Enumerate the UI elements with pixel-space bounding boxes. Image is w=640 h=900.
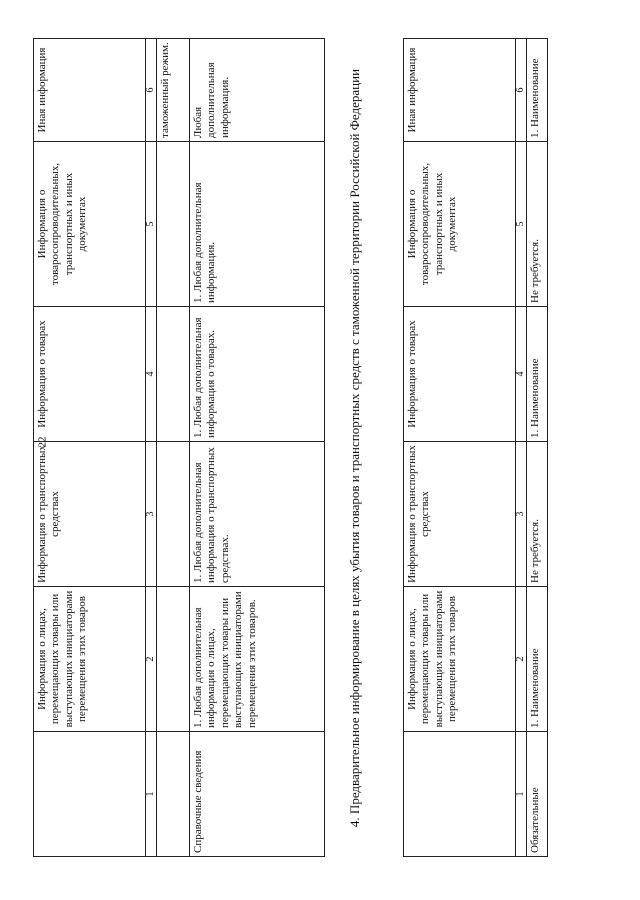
column-number: 1 <box>516 732 527 857</box>
table-cell: таможенный режим. <box>157 39 190 142</box>
table-cell: Любая дополнительная информация. <box>190 39 325 142</box>
table-cell: 1. Наименование <box>527 587 548 732</box>
column-number: 3 <box>516 442 527 587</box>
header-cell <box>34 732 146 857</box>
table-cell: 1. Наименование <box>527 39 548 142</box>
table-cell: 1. Любая дополнительная информация о транспортных средствах. <box>190 442 325 587</box>
table-cell <box>157 442 190 587</box>
info-table-continued <box>33 38 325 857</box>
table-cell: 1. Любая дополнительная информация. <box>190 142 325 307</box>
column-number: 2 <box>146 587 157 732</box>
header-cell: Информация о товарах <box>34 307 146 442</box>
table-row <box>190 39 325 857</box>
table-row <box>527 39 548 857</box>
header-cell: Иная информация <box>34 39 146 142</box>
table-cell: Обязательные <box>527 732 548 857</box>
table-cell <box>157 587 190 732</box>
table-cell: 1. Наименование <box>527 307 548 442</box>
column-number-row <box>146 39 157 857</box>
header-cell: Информация о товаросопроводительных, транспортных и иных документах <box>34 142 146 307</box>
table-cell: Справочные сведения <box>190 732 325 857</box>
column-number: 6 <box>516 39 527 142</box>
table-cell: Не требуется. <box>527 442 548 587</box>
column-number: 4 <box>146 307 157 442</box>
section-title: 4. Предварительное информирование в целях убытия товаров и транспортных средств с таможенной территории Российской Федерации <box>347 68 362 828</box>
rotated-page-content <box>25 42 615 862</box>
column-number: 6 <box>146 39 157 142</box>
column-number-row <box>516 39 527 857</box>
column-number: 3 <box>146 442 157 587</box>
header-cell: Информация о транспортных средствах <box>34 442 146 587</box>
header-cell: Информация о транспортных средствах <box>404 442 516 587</box>
table-cell: 1. Любая дополнительная информация о лицах, перемещающих товары или выступающих инициаторами перемещения этих товаров. <box>190 587 325 732</box>
header-cell: Информация о лицах, перемещающих товары или выступающих инициаторами перемещения этих товаров <box>34 587 146 732</box>
header-cell: Информация о лицах, перемещающих товары или выступающих инициаторами перемещения этих товаров <box>404 587 516 732</box>
info-table-departure <box>403 38 548 857</box>
header-cell <box>404 732 516 857</box>
column-number: 5 <box>146 142 157 307</box>
table-cell: 1. Любая дополнительная информация о товарах. <box>190 307 325 442</box>
column-number: 2 <box>516 587 527 732</box>
header-cell: Информация о товаросопроводительных, транспортных и иных документах <box>404 142 516 307</box>
column-number: 1 <box>146 732 157 857</box>
table-cell <box>157 732 190 857</box>
table-cell <box>157 307 190 442</box>
header-cell: Иная информация <box>404 39 516 142</box>
header-cell: Информация о товарах <box>404 307 516 442</box>
column-number: 5 <box>516 142 527 307</box>
column-number: 4 <box>516 307 527 442</box>
table-header-row <box>404 39 516 857</box>
page-number: 22 <box>36 436 49 448</box>
table-cell: Не требуется. <box>527 142 548 307</box>
table-cell <box>157 142 190 307</box>
table-header-row <box>34 39 146 857</box>
table-row <box>157 39 190 857</box>
